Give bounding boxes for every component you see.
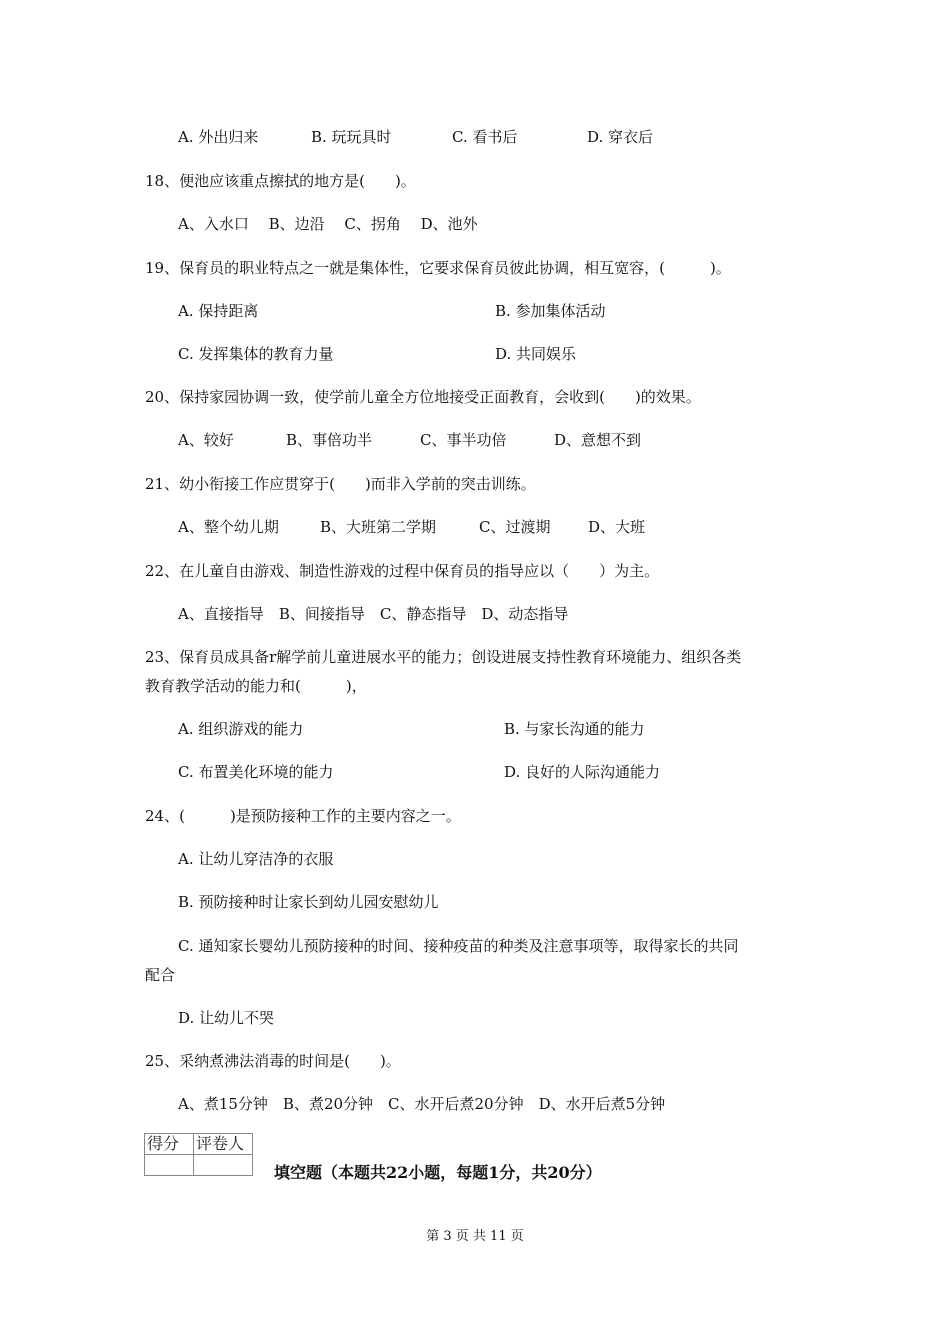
- grader-header: 评卷人: [194, 1134, 253, 1155]
- q24-option-b: B. 预防接种时让家长到幼儿园安慰幼儿: [178, 893, 439, 911]
- q19-stem: 19、保育员的职业特点之一就是集体性，它要求保育员彼此协调，相互宽容，( )。: [145, 259, 731, 277]
- section-title: 填空题（本题共22小题，每题1分，共20分）: [274, 1163, 602, 1182]
- q17-option-d: D. 穿衣后: [587, 128, 654, 146]
- q23-stem-line2: 教育教学活动的能力和( )，: [145, 677, 367, 695]
- q21-option-d: D、大班: [588, 518, 646, 536]
- q20-option-a: A、较好: [178, 431, 234, 449]
- q21-option-a: A、整个幼儿期: [178, 518, 279, 536]
- q23-option-c: C. 布置美化环境的能力: [178, 763, 334, 781]
- q19-option-c: C. 发挥集体的教育力量: [178, 345, 334, 363]
- q23-option-a: A. 组织游戏的能力: [178, 720, 304, 738]
- q24-option-a: A. 让幼儿穿洁净的衣服: [178, 850, 334, 868]
- q21-stem: 21、幼小衔接工作应贯穿于( )而非入学前的突击训练。: [145, 475, 536, 493]
- q17-option-b: B. 玩玩具时: [311, 128, 392, 146]
- q17-option-a: A. 外出归来: [178, 128, 259, 146]
- q20-option-c: C、事半功倍: [420, 431, 507, 449]
- q22-options: A、直接指导 B、间接指导 C、静态指导 D、动态指导: [178, 605, 569, 623]
- q23-stem-line1: 23、保育员成具备r解学前儿童进展水平的能力；创设进展支持性教育环境能力、组织各类: [145, 648, 742, 666]
- q23-option-b: B. 与家长沟通的能力: [504, 720, 645, 738]
- q21-option-c: C、过渡期: [479, 518, 551, 536]
- q20-stem: 20、保持家园协调一致，使学前儿童全方位地接受正面教育，会收到( )的效果。: [145, 388, 701, 406]
- q25-stem: 25、采纳煮沸法消毒的时间是( )。: [145, 1052, 401, 1070]
- q23-option-d: D. 良好的人际沟通能力: [504, 763, 661, 781]
- score-table: [144, 1133, 253, 1176]
- q18-options: A、入水口 B、边沿 C、拐角 D、池外: [178, 215, 478, 233]
- q19-option-b: B. 参加集体活动: [495, 302, 606, 320]
- q20-option-d: D、意想不到: [554, 431, 642, 449]
- q21-option-b: B、大班第二学期: [320, 518, 437, 536]
- page-footer: 第 3 页 共 11 页: [426, 1229, 524, 1244]
- q24-option-d: D. 让幼儿不哭: [178, 1009, 275, 1027]
- q19-option-a: A. 保持距离: [178, 302, 259, 320]
- q22-stem: 22、在儿童自由游戏、制造性游戏的过程中保育员的指导应以（ ）为主。: [145, 562, 660, 580]
- q24-option-c-line2: 配合: [145, 966, 176, 984]
- q19-option-d: D. 共同娱乐: [495, 345, 577, 363]
- q18-stem: 18、便池应该重点擦拭的地方是( )。: [145, 172, 416, 190]
- q24-stem: 24、( )是预防接种工作的主要内容之一。: [145, 807, 461, 825]
- q20-option-b: B、事倍功半: [286, 431, 373, 449]
- score-header: 得分: [145, 1134, 194, 1155]
- q17-option-c: C. 看书后: [452, 128, 518, 146]
- score-cell: [145, 1155, 194, 1176]
- grader-cell: [194, 1155, 253, 1176]
- q24-option-c-line1: C. 通知家长婴幼儿预防接种的时间、接种疫苗的种类及注意事项等，取得家长的共同: [178, 937, 739, 955]
- q25-options: A、煮15分钟 B、煮20分钟 C、水开后煮20分钟 D、水开后煮5分钟: [178, 1095, 666, 1113]
